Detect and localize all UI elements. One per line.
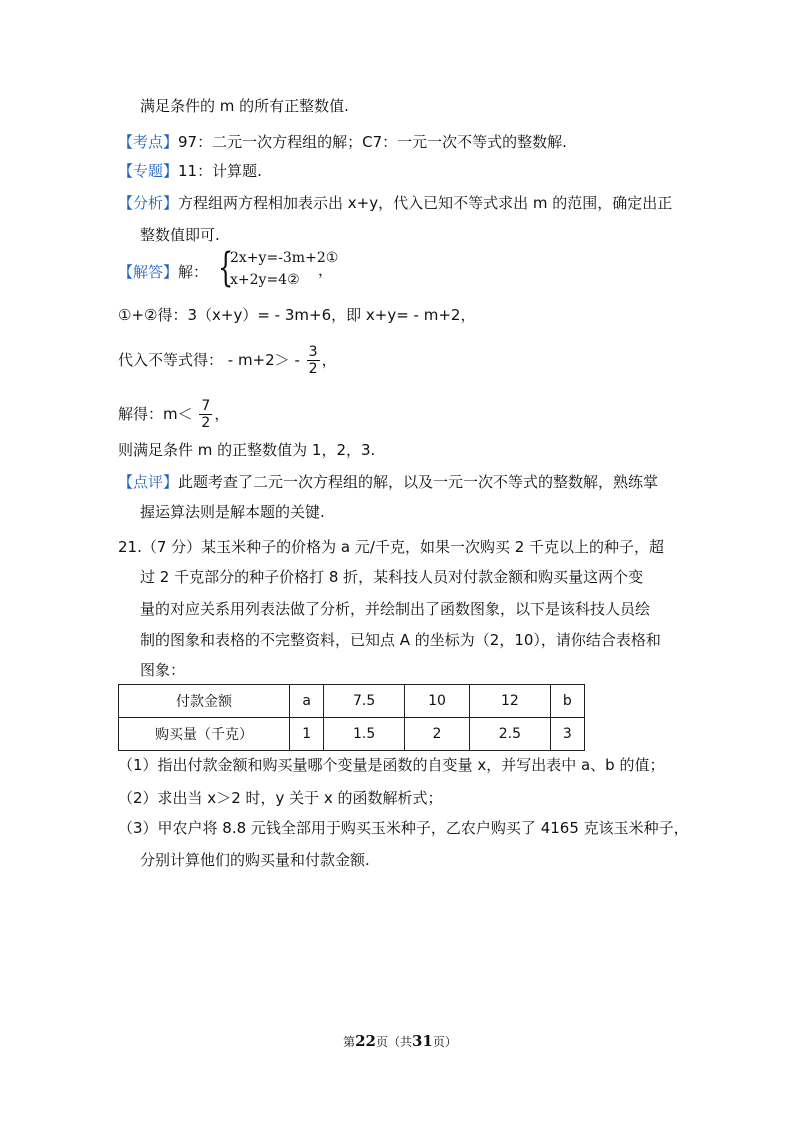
fraction-numerator: 7	[201, 398, 211, 414]
table-cell: 12	[470, 685, 551, 718]
zhuanti-text: 11：计算题.	[178, 162, 262, 180]
step-3	[118, 398, 229, 431]
problem-21-line-3: 量的对应关系用列表法做了分析，并绘制出了函数图象，以下是该科技人员绘	[140, 600, 651, 618]
table-cell: 3	[550, 718, 584, 751]
zhuanti-line	[118, 161, 262, 181]
system-eq-1: 2x+y=-3m+2①	[230, 250, 339, 266]
fraction-denominator: 2	[201, 415, 211, 431]
table-cell: a	[290, 685, 324, 718]
step-1: ①+②得：3（x+y）= - 3m+6，即 x+y= - m+2，	[118, 306, 476, 324]
problem-21-line-4: 制的图象和表格的不完整资料，已知点 A 的坐标为（2，10），请你结合表格和	[140, 631, 661, 649]
dianping-line-1	[118, 472, 658, 492]
fraction-7-2	[199, 398, 212, 431]
fraction-numerator: 3	[308, 344, 318, 360]
fraction-3-2	[307, 344, 320, 377]
step-3-prefix: 解得：m＜	[118, 405, 193, 423]
zhuanti-tag: 【专题】	[118, 162, 179, 180]
footer-middle: 页（共	[375, 1035, 412, 1049]
system-comma: ，	[318, 261, 334, 279]
problem-21-line-2: 过 2 千克部分的种子价格打 8 折，某科技人员对付款金额和购买量这两个变	[140, 568, 644, 586]
table-cell: 2.5	[470, 718, 551, 751]
page-total: 31	[412, 1032, 433, 1050]
kaodian-text: 97：二元一次方程组的解；C7：一元一次不等式的整数解.	[178, 133, 567, 151]
table-row	[119, 685, 585, 718]
dianping-line-2: 握运算法则是解本题的关键.	[140, 503, 325, 521]
jieda-line	[118, 262, 208, 282]
fenxi-line-1	[118, 193, 672, 213]
price-quantity-table	[118, 684, 585, 751]
fenxi-line-2: 整数值即可.	[140, 226, 220, 244]
jieda-text: 解：	[178, 263, 209, 281]
table-row	[119, 718, 585, 751]
step-2-suffix: ，	[321, 351, 337, 369]
fraction-denominator: 2	[308, 361, 318, 377]
dianping-text-1: 此题考查了二元一次方程组的解，以及一元一次不等式的整数解，熟练掌	[178, 473, 659, 491]
table-cell: 1.5	[324, 718, 405, 751]
table-cell: 10	[404, 685, 469, 718]
cond-line: 满足条件的 m 的所有正整数值.	[140, 97, 349, 115]
step-4: 则满足条件 m 的正整数值为 1，2，3.	[118, 441, 376, 459]
fenxi-tag: 【分析】	[118, 194, 179, 212]
page-number: 22	[355, 1032, 376, 1050]
left-brace: {	[218, 245, 234, 291]
footer-prefix: 第	[343, 1035, 356, 1049]
step-3-suffix: ，	[214, 405, 230, 423]
kaodian-tag: 【考点】	[118, 133, 179, 151]
footer-suffix: 页）	[432, 1035, 457, 1049]
system-eq-2: x+2y=4②	[230, 272, 300, 288]
step-2-prefix: 代入不等式得： - m+2＞ -	[118, 351, 300, 369]
jieda-tag: 【解答】	[118, 263, 179, 281]
table-cell: 1	[290, 718, 324, 751]
table-cell: 7.5	[324, 685, 405, 718]
question-3-line-1: （3）甲农户将 8.8 元钱全部用于购买玉米种子，乙农户购买了 4165 克该玉米种子，	[118, 819, 689, 837]
table-cell: b	[550, 685, 584, 718]
kaodian-line	[118, 132, 567, 152]
dianping-tag: 【点评】	[118, 473, 179, 491]
page-footer	[0, 1032, 800, 1050]
problem-21-line-1: 21.（7 分）某玉米种子的价格为 a 元/千克，如果一次购买 2 千克以上的种子，超	[118, 538, 665, 556]
step-2	[118, 344, 337, 377]
question-2: （2）求出当 x＞2 时，y 关于 x 的函数解析式；	[118, 789, 443, 807]
problem-21-line-5: 图象：	[140, 661, 186, 679]
question-3-line-2: 分别计算他们的购买量和付款金额.	[140, 851, 370, 869]
question-1: （1）指出付款金额和购买量哪个变量是函数的自变量 x，并写出表中 a、b 的值；	[118, 756, 665, 774]
fenxi-text-1: 方程组两方程相加表示出 x+y，代入已知不等式求出 m 的范围，确定出正	[178, 194, 673, 212]
table-cell: 付款金额	[119, 685, 290, 718]
table-cell: 购买量（千克）	[119, 718, 290, 751]
table-cell: 2	[404, 718, 469, 751]
